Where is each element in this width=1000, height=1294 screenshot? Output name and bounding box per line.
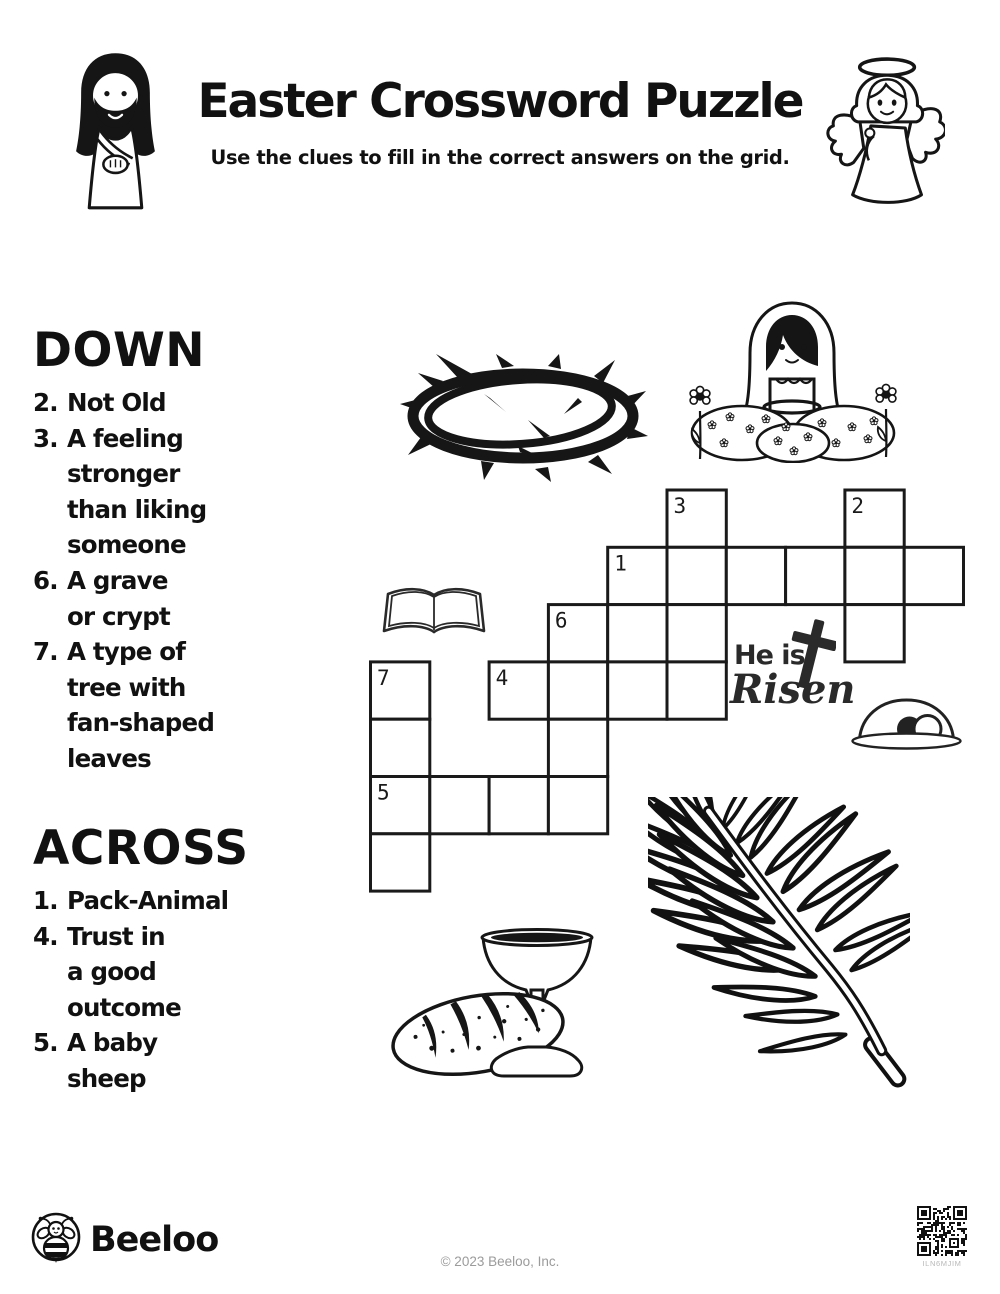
angel-illustration xyxy=(823,53,945,210)
down-clues-section xyxy=(33,323,283,777)
clue-item xyxy=(33,563,283,634)
grid-cell[interactable] xyxy=(845,547,904,604)
grid-cell[interactable] xyxy=(489,777,548,834)
communion-chalice-and-bread-illustration xyxy=(386,926,598,1078)
grid-cell-number: 4 xyxy=(495,665,509,690)
jesus-eye xyxy=(104,91,109,96)
clue-number: 7. xyxy=(33,637,58,667)
angel-hand xyxy=(865,128,874,137)
grid-cell[interactable] xyxy=(608,662,667,719)
grid-cell-number: 3 xyxy=(673,494,687,518)
jesus-illustration xyxy=(68,50,164,212)
empty-tomb-illustration xyxy=(849,691,965,751)
down-clue-list xyxy=(33,385,283,777)
risen-text: Risen xyxy=(730,666,856,713)
crown-of-thorns-illustration xyxy=(397,352,649,484)
page-subtitle: Use the clues to fill in the correct answers on the grid. xyxy=(210,146,790,169)
grid-cell[interactable] xyxy=(548,719,607,776)
angel-halo xyxy=(860,59,915,75)
grid-cell[interactable] xyxy=(430,777,489,834)
down-heading: DOWN xyxy=(33,323,206,378)
grid-cell[interactable] xyxy=(667,662,726,719)
qr-code-label: ILN6MJIM xyxy=(922,1259,962,1268)
across-clue-list xyxy=(33,883,283,1097)
grid-cell[interactable] xyxy=(548,777,607,834)
mary-eye xyxy=(801,344,807,350)
clue-text: A feeling stronger than liking someone xyxy=(67,423,207,560)
mary-eye xyxy=(779,344,785,350)
clue-number: 2. xyxy=(33,388,58,417)
grid-cell[interactable] xyxy=(608,605,667,662)
clue-text: Pack-Animal xyxy=(67,886,229,915)
grid-cell[interactable] xyxy=(667,605,726,662)
he-is-risen-graphic xyxy=(726,616,856,716)
grid-cell[interactable] xyxy=(371,719,430,776)
clue-text: A grave or crypt xyxy=(67,565,170,631)
clue-item xyxy=(33,919,283,1026)
clue-item xyxy=(33,385,283,421)
grid-cell[interactable] xyxy=(904,547,963,604)
clue-number: 1. xyxy=(33,886,58,915)
clue-text: Trust in a good outcome xyxy=(67,921,181,1022)
clue-number: 4. xyxy=(33,921,58,951)
angel-eye xyxy=(878,99,883,105)
mary-with-flowers-illustration xyxy=(677,295,907,463)
clue-number: 6. xyxy=(33,565,58,595)
across-clues-section xyxy=(33,821,283,1097)
clue-item xyxy=(33,1025,283,1096)
brand-name: Beeloo xyxy=(90,1220,219,1260)
grid-cell[interactable] xyxy=(786,547,845,604)
palm-branch-illustration xyxy=(648,797,910,1094)
page-title: Easter Crossword Puzzle xyxy=(197,74,803,129)
grid-cell-number: 5 xyxy=(377,780,390,805)
clue-text: A baby sheep xyxy=(67,1028,158,1093)
qr-code xyxy=(917,1206,967,1256)
clue-text: A type of tree with fan-shaped leaves xyxy=(67,637,215,773)
grid-cell-number: 7 xyxy=(377,665,390,690)
clue-item xyxy=(33,883,283,919)
clue-number: 5. xyxy=(33,1028,58,1058)
grid-cell[interactable] xyxy=(548,662,607,719)
clue-item xyxy=(33,634,283,776)
clue-number: 3. xyxy=(33,423,58,453)
palm-leaflets xyxy=(648,797,910,1055)
open-bible-illustration xyxy=(382,585,486,639)
copyright-text: © 2023 Beeloo, Inc. xyxy=(440,1254,560,1269)
grid-cell-number: 1 xyxy=(614,551,627,576)
grid-cell[interactable] xyxy=(371,834,430,891)
across-heading: ACROSS xyxy=(33,821,249,876)
jesus-eye xyxy=(121,91,126,96)
tomb-ground xyxy=(853,734,961,749)
clue-item xyxy=(33,421,283,563)
angel-eye xyxy=(892,99,897,105)
grid-cell-number: 2 xyxy=(851,494,865,518)
grid-cell-number: 6 xyxy=(554,608,568,633)
wine xyxy=(491,933,583,943)
grid-cell[interactable] xyxy=(667,547,726,604)
he-is-text: He is xyxy=(734,640,805,671)
beeloo-logo xyxy=(30,1211,82,1263)
grid-cell[interactable] xyxy=(726,547,785,604)
clue-text: Not Old xyxy=(67,388,166,417)
